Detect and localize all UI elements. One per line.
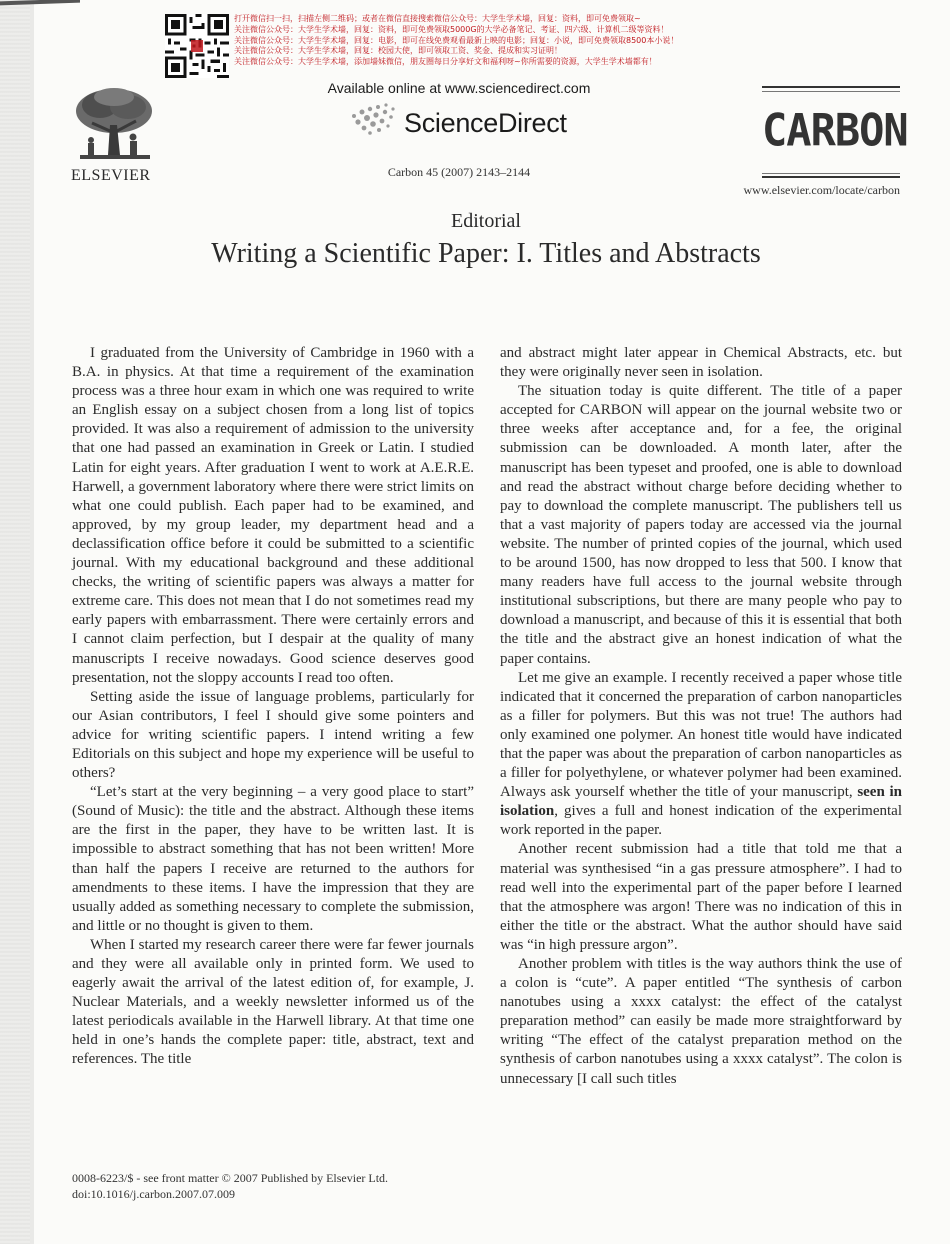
paragraph: Setting aside the issue of language problems, particularly for our Asian contributors, I feel I should give some pointers and advice for writing scientific papers. I intend writing a few Editorials on this subject and hope my experience will be useful to others? [72,688,474,782]
right-column [500,344,902,1089]
journal-rule-top-thin [762,91,900,92]
sciencedirect-dots-icon [348,102,400,138]
journal-citation: Carbon 45 (2007) 2143–2144 [387,165,531,179]
emphasis-text: seen in isolation [500,784,902,820]
footer [72,1170,388,1202]
paragraph-text: Let me give an example. I recently received a paper whose title indicated that it concerned the preparation of carbon nanoparticles as a filler for polymers. But this was not true! The authors had only examined one polymer. An honest title would have indicated that the paper was about the preparation of carbon nanoparticles as a filler for polyethylene, or whatever polymer had been examined. Always ask yourself whether the title of your manuscript, [500,669,902,801]
scan-shadow-edge-inner [30,0,34,1244]
available-online-link[interactable]: Available online at www.sciencedirect.com [327,80,591,96]
paragraph: Another recent submission had a title that told me that a material was synthesised “in a gas pressure atmosphere”. I had to read well into the experimental part of the paper before I learned that the atmosphere was argon! There was no indication of this in either the title or the abstract. What the author should have said was “in high pressure argon”. [500,841,902,953]
promo-line: 关注微信公众号：大学生学术墙，回复：资料，即可免费领取5000G的大学必备笔记、考证、四六级、计算机二级等资料！ [234,24,669,34]
promo-line: 打开微信扫一扫，扫描左侧二维码；或者在微信直接搜索微信公众号：大学生学术墙，回复：资料，即可免费领取~ [234,14,641,23]
paragraph: When I started my research career there were far fewer journals and they were all available only in printed form. We used to eagerly await the arrival of the latest edition of, for example, J. Nuclear Materials, and a weekly newsletter informed us of the latest periodicals available in the Harwell library. At that time one held in one’s hands the complete paper: title, abstract, text and references. The title [72,936,474,1068]
paragraph: The situation today is quite different. The title of a paper accepted for CARBON will appear on the journal website two or three weeks after acceptance and, for a fee, the original submission can be downloaded. A month later, after the manuscript has been typeset and proofed, one is able to download and read the abstract without charge before deciding whether to pay to download the complete manuscript. The publishers tell us that a vast majority of papers today are accessed via the journal website. The number of printed copies of the journal, which used to be around 1500, has now dropped to less that 500. I know that many readers have full access to the journal website through institutional subscriptions, but there are many people who pay to download a manuscript, and because of this it is essential that both the title and the abstract give an honest indication of what the paper contains. [500,383,902,667]
issn-line: 0008-6223/$ - see front matter © 2007 Published by Elsevier Ltd. [72,1171,389,1185]
paragraph: Another problem with titles is the way authors think the use of a colon is “cute”. A paper entitled “The synthesis of carbon nanotubes using a xxxx catalyst: the effect of the catalyst preparation method” can easily be made more straightforward by writing “The effect of the catalyst preparation method on the synthesis of carbon nanotubes using a xxxx catalyst”. The colon is unnecessary [I call such titles [500,956,902,1087]
paragraph: “Let’s start at the very beginning – a very good place to start” (Sound of Music): the title and the abstract. Although these items are the first in the paper, they have to be written last. It is impossible to abstract something that has not been written! More than half the papers I receive are returned to the authors for amendments to these items. I have the impression that they are usually added as something necessary to complete the submission, and little or no thought is given to them. [72,784,474,934]
paragraph: and abstract might later appear in Chemical Abstracts, etc. but they were originally never seen in isolation. [500,345,902,381]
elsevier-tree-logo-icon [70,85,158,169]
article-title: Writing a Scientific Paper: I. Titles and Abstracts [211,238,761,269]
section-label: Editorial [451,210,521,232]
left-column [72,344,474,1070]
journal-rule-top [762,86,900,88]
scan-shadow-edge [0,0,30,1244]
paragraph: I graduated from the University of Cambridge in 1960 with a B.A. in physics. At that time a requirement of the examination process was a three hour exam in which one was required to write an English essay on a subject chosen from a long list of topics provided. It was also a requirement of admission to the university that one had passed an examination in Greek or Latin. I studied Latin for eight years. After graduation I went to work at A.E.R.E. Harwell, a government laboratory where there were strict limits on what one could publish. Each paper had to be examined, and approved, by my group leader, my department head and a declassification office before it could be submitted to a scientific journal. With my educational background and these additional checks, the writing of scientific papers was always a matter for extreme care. This does not mean that I do not sometimes read my early papers with embarrassment. There were certainly errors and I cannot claim perfection, but I despair at the quality of many manuscripts I receive nowadays. Good science deserves good presentation, not the sloppy accounts I read too often. [72,345,474,686]
paragraph-text: , gives a full and honest indication of the experimental work reported in the paper. [500,803,902,839]
promo-text-block [234,14,678,68]
qr-code-icon [165,14,229,78]
elsevier-logo-text: ELSEVIER [71,167,151,184]
journal-name: CARBON [762,104,908,157]
paragraph [500,669,902,841]
scan-mark [0,0,80,5]
promo-line: 关注微信公众号：大学生学术墙，回复：电影，即可在线免费观看最新上映的电影；回复：小说，即可免费领取8500本小说！ [234,35,679,45]
sciencedirect-brand: ScienceDirect [404,108,567,138]
journal-url-link[interactable]: www.elsevier.com/locate/carbon [743,183,900,197]
journal-rule-bottom-thin [762,173,900,174]
promo-line: 关注微信公众号：大学生学术墙，添加墙妹微信，朋友圈每日分享好文和福利呀~你所需要的资源，大学生学术墙都有！ [234,57,657,67]
doi-link[interactable]: doi:10.1016/j.carbon.2007.07.009 [72,1187,235,1201]
journal-rule-bottom [762,176,900,178]
promo-line: 关注微信公众号：大学生学术墙，回复：校园大使，即可领取工资、奖金、提成和实习证明！ [234,46,562,56]
